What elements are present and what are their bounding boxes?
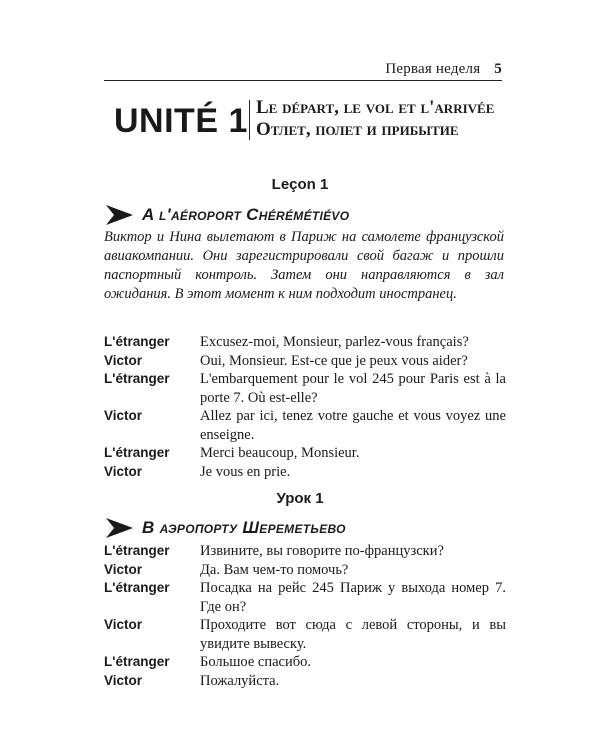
unit-title-ru: Отлет, полет и прибытие xyxy=(256,119,459,140)
speaker-name: Victor xyxy=(104,561,143,577)
dialog-row xyxy=(104,370,506,407)
speaker-name: L'étranger xyxy=(104,371,170,386)
dialog-fr xyxy=(104,333,506,481)
utterance: L'embarquement pour le vol 245 pour Paris est à la porte 7. Où est-elle? xyxy=(200,371,506,406)
speaker-name: Victor xyxy=(104,463,143,479)
speaker-name: Victor xyxy=(104,617,143,632)
dialog-row xyxy=(104,333,506,352)
unit-separator xyxy=(249,100,250,140)
unit-header xyxy=(100,98,510,146)
dialog-row xyxy=(104,561,506,580)
section-heading-ru-text: В аэропорту Шереметьево xyxy=(142,518,346,537)
utterance: Oui, Monsieur. Est-ce que je peux vous aider? xyxy=(200,352,468,369)
section-heading-ru xyxy=(104,516,346,540)
running-header-title: Первая неделя xyxy=(385,61,481,77)
running-header xyxy=(104,60,502,81)
speaker-name: L'étranger xyxy=(104,445,170,460)
section-heading-fr-text: A l'aéroport Chérémétiévo xyxy=(142,205,350,224)
speaker-name: L'étranger xyxy=(104,543,170,558)
arrowhead-bullet-icon xyxy=(104,204,134,226)
utterance: Большое спасибо. xyxy=(200,654,311,670)
dialog-row xyxy=(104,463,506,482)
lesson-title-fr: Leçon 1 xyxy=(271,176,329,193)
page-number: 5 xyxy=(494,61,502,77)
dialog-row xyxy=(104,444,506,463)
dialog-row xyxy=(104,653,506,672)
section-heading-fr xyxy=(104,203,349,227)
dialog-row xyxy=(104,352,506,371)
dialog-ru xyxy=(104,542,506,690)
utterance: Je vous en prie. xyxy=(200,463,291,480)
utterance: Посадка на рейс 245 Париж у выхода номер 7. Где он? xyxy=(200,580,506,615)
unit-title-fr: Le départ, le vol et l'arrivée xyxy=(256,97,495,118)
utterance: Проходите вот сюда с левой стороны, и вы увидите вывеску. xyxy=(200,617,506,652)
utterance: Пожалуйста. xyxy=(200,672,280,689)
speaker-name: Victor xyxy=(104,672,143,688)
dialog-row xyxy=(104,542,506,561)
dialog-row xyxy=(104,407,506,444)
dialog-row xyxy=(104,579,506,616)
dialog-row xyxy=(104,616,506,653)
speaker-name: L'étranger xyxy=(104,334,170,349)
utterance: Merci beaucoup, Monsieur. xyxy=(200,445,360,461)
speaker-name: Victor xyxy=(104,352,143,368)
dialog-row xyxy=(104,672,506,691)
lesson-title-ru: Урок 1 xyxy=(276,490,324,507)
speaker-name: Victor xyxy=(104,408,143,423)
lesson-intro-paragraph: Виктор и Нина вылетают в Париж на самолете французской авиакомпании. Они зарегистрировали свой багаж и прошли паспортный контроль. Затем они направляются в зал ожидания. В этот момент к ним подходит иностранец. xyxy=(104,229,504,302)
utterance: Excusez-moi, Monsieur, parlez-vous français? xyxy=(200,334,469,350)
utterance: Извините, вы говорите по-французски? xyxy=(200,543,444,559)
unit-label: UNITÉ 1 xyxy=(114,102,248,140)
utterance: Да. Вам чем-то помочь? xyxy=(200,561,349,578)
speaker-name: L'étranger xyxy=(104,580,170,595)
speaker-name: L'étranger xyxy=(104,654,170,669)
arrowhead-bullet-icon xyxy=(104,517,134,539)
utterance: Allez par ici, tenez votre gauche et vous voyez une enseigne. xyxy=(200,408,506,443)
